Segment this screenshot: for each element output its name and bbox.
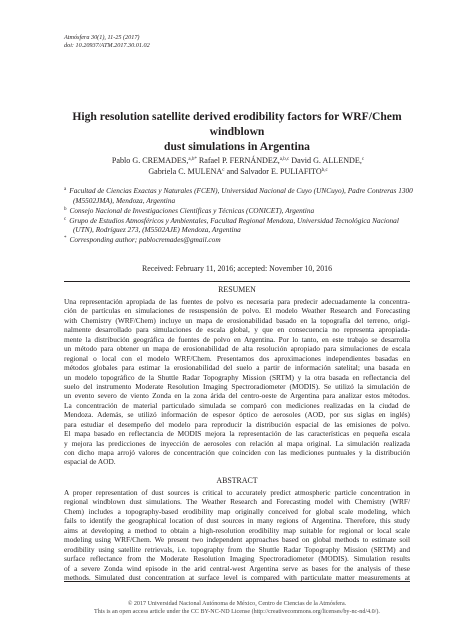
author-name: and Salvador E. PULIAFITO	[224, 167, 322, 176]
text-line: Mendoza. Además, se utilizó información de espesor óptico de aerosoles (AOD, por sus siglas en inglés)	[64, 410, 410, 420]
text-line: suelo del instrumento Moderate Resolution Imaging Spectroradiometer (MODIS). Se utilizó la simulación de	[64, 381, 410, 391]
text-line: para estudiar el desempeño del modelo para reproducir la distribución espacial de las emisiones de polvo.	[64, 419, 410, 429]
author-line-1	[72, 155, 404, 166]
top-divider	[64, 281, 410, 282]
author-affil-mark: c	[361, 157, 365, 162]
author-name: Gabriela C. MULENA	[148, 167, 223, 176]
text-line: erodibility using satellite retrievals, i.e. topography from the Shuttle Radar Topography Mission (SRTM) and	[64, 544, 410, 554]
copyright-line: © 2017 Universidad Nacional Autónoma de México, Centro de Ciencias de la Atmósfera.	[127, 601, 347, 607]
text-line: El mapa basado en reflectancia de MODIS mejora la representación de las características en pequeña escala	[64, 429, 410, 439]
text-line: La concentración de material particulado simulada se comparó con mediciones realizadas en la ciudad de	[64, 400, 410, 410]
text-line: Chem) includes a topography-based erodibility map originally conceived for global scale modeling, which	[64, 506, 410, 516]
journal-doi: doi: 10.20937/ATM.2017.30.01.02	[64, 42, 150, 49]
text-line: un evento severo de viento Zonda en la zona árida del centro-oeste de Argentina para analizar estos métodos.	[64, 391, 410, 401]
affiliation-item	[64, 235, 416, 245]
text-line: regional o local con el modelo WRF/Chem. Presentamos dos aproximaciones independientes basadas en	[64, 353, 410, 363]
received-dates: Received: February 11, 2016; accepted: November 10, 2016	[141, 264, 333, 273]
abstract-body	[64, 488, 410, 582]
footer-divider	[64, 581, 410, 582]
text-line: ción de partículas en simulaciones de resuspensión de polvo. El modelo Weather Research and Forecasting	[64, 306, 410, 316]
text-line: regional windblown dust simulations. The Weather Research and Forecasting model with Chemistry (WRF/	[64, 497, 410, 507]
resumen-heading: RESUMEN	[218, 285, 256, 294]
text-line: nalmente desarrollado para simulaciones de escala global, y que en consecuencia no representa apropiada-	[64, 325, 410, 335]
text-line: A proper representation of dust sources is critical to accurately predict atmospheric particle concentration in	[64, 488, 410, 497]
affiliation-text: Consejo Nacional de Investigaciones Científicas y Técnicas (CONICET), Argentina	[69, 205, 315, 215]
text-line: mente la distribución geográfica de fuentes de polvo en Argentina. Por lo tanto, en este trabajo se desarrolla	[64, 334, 410, 344]
text-line: y mejora las predicciones de inyección de aerosoles con relación al mapa original. La simulación realizada	[64, 438, 410, 448]
license-footer	[64, 601, 410, 616]
abstract-heading: ABSTRACT	[216, 476, 258, 485]
affiliation-text: (UTN), Rodríguez 273, (M5502AJE) Mendoza, Argentina	[73, 225, 241, 235]
text-line: surface reflectance from the Moderate Resolution Imaging Spectroradiometer (MODIS). Simulation results	[64, 554, 410, 564]
author-line-2	[72, 166, 404, 177]
author-name: Pablo G. CREMADES,	[111, 156, 189, 165]
text-line: un modelo topográfico de la Shuttle Radar Topography Mission (SRTM) y la otra basada en reflectancia del	[64, 372, 410, 382]
title-line-1: High resolution satellite derived erodibility factors for WRF/Chem windblown	[72, 110, 402, 138]
journal-citation: Atmósfera 30(1), 11-25 (2017)	[64, 34, 140, 41]
paper-title	[52, 109, 422, 154]
affiliation-list	[64, 186, 416, 246]
affiliation-item	[64, 186, 416, 205]
affiliation-text: Grupo de Estudios Atmosféricos y Ambientales, Facultad Regional Mendoza, Universidad Tecnológica Nacional	[69, 215, 399, 225]
text-line: of a severe Zonda wind episode in the arid central-west Argentina serve as bases for the analysis of these	[64, 563, 410, 573]
text-line: con dicho mapa arrojó valores de concentración que coinciden con las mediciones puntuales y la distribución	[64, 448, 410, 457]
affiliation-mark: *	[64, 236, 67, 242]
text-line: un método para obtener un mapa de erosionabilidad de alta resolución apropiado para simulaciones de escala	[64, 344, 410, 354]
affiliation-mark: a	[64, 187, 67, 192]
text-line: espacial de AOD.	[64, 457, 116, 467]
resumen-body	[64, 297, 410, 467]
text-line: Una representación apropiada de las fuentes de polvo es necesaria para predecir adecuadamente la concentra-	[64, 297, 410, 306]
text-line: métodos globales para estimar la erosionabilidad del suelo a partir de información satelital; una basada en	[64, 363, 410, 373]
text-line: with Chemistry (WRF/Chem) incluye un mapa de erosionabilidad basado en la topografía del terreno, origi-	[64, 315, 410, 325]
corresponding-author-email: Corresponding author; pablocremades@gmail.com	[69, 235, 221, 245]
author-name: Rafael P. FERNÁNDEZ,	[196, 156, 280, 165]
affiliation-mark: c	[64, 216, 67, 222]
author-affil-mark: b,c	[321, 168, 328, 173]
text-line: modeling using WRF/Chem. We present two independent approaches based on global methods to estimate soil	[64, 535, 410, 545]
author-affil-mark: a,b	[188, 157, 195, 162]
author-affil-mark: a,b,c	[279, 157, 290, 162]
affiliation-text: Facultad de Ciencias Exactas y Naturales (FCEN), Universidad Nacional de Cuyo (UNCuyo), Padre Contreras 1300	[69, 186, 413, 195]
corresponding-mark: *	[194, 157, 197, 162]
affiliation-text: (M5502JMA), Mendoza, Argentina	[73, 195, 176, 205]
journal-header	[64, 34, 150, 50]
affiliation-mark: b	[64, 206, 67, 212]
affiliation-item	[64, 206, 416, 216]
author-name: David G. ALLENDE,	[289, 156, 362, 165]
text-line: fails to identify the geographical location of dust sources in many regions of Argentina. Therefore, this study	[64, 516, 410, 526]
author-affil-mark: c	[222, 168, 225, 173]
license-line: This is an open access article under the CC BY-NC-ND License (http://creativecommons.org/licenses/by-nc-nd/4.0/).	[94, 608, 380, 615]
text-line: methods. Simulated dust concentration at surface level is compared with particulate matter measurements at	[64, 572, 410, 582]
affiliation-item	[64, 216, 416, 235]
text-line: aims at developing a method to obtain a high-resolution erodibility map suitable for regional or local scale	[64, 525, 410, 535]
title-line-2: dust simulations in Argentina	[164, 140, 310, 153]
author-list	[72, 155, 404, 177]
